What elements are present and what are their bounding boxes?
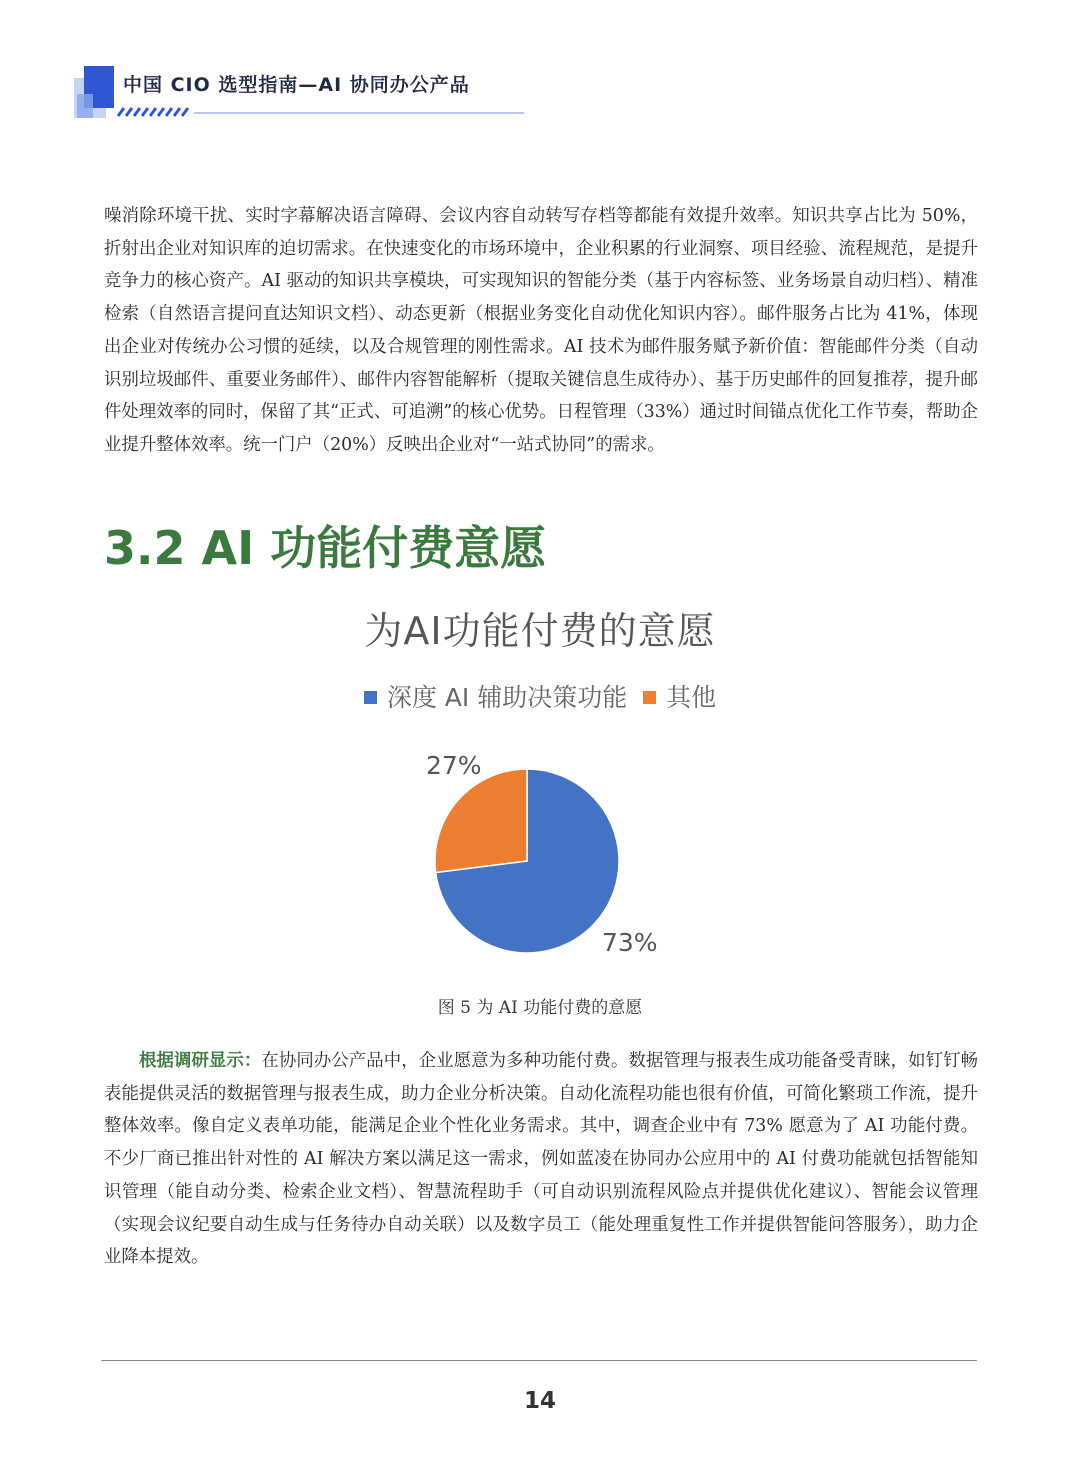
paragraph-lead: 根据调研显示： [139, 1051, 262, 1071]
pie-label-other: 27% [426, 751, 482, 780]
pie-chart [400, 740, 700, 980]
legend-swatch-other [643, 691, 656, 704]
figure-caption: 图 5 为 AI 功能付费的意愿 [437, 998, 643, 1018]
header-title: 中国 CIO 选型指南—AI 协同办公产品 [123, 74, 470, 96]
section-heading: 3.2 AI 功能付费意愿 [104, 521, 547, 575]
chart-title: 为AI功能付费的意愿 [364, 609, 716, 653]
pie-slice-other [435, 769, 527, 873]
body-paragraph-1: 噪消除环境干扰、实时字幕解决语言障碍、会议内容自动转写存档等都能有效提升效率。知识共享占比为 50%，折射出企业对知识库的迫切需求。在快速变化的市场环境中，企业积累的行业洞察、项目经验、流程规范，是提升竞争力的核心资产。AI 驱动的知识共享模块，可实现知识的智能分类（基于内容标签、业务场景自动归档）、精准检索（自然语言提问直达知识文档）、动态更新（根据业务变化自动优化知识内容）。邮件服务占比为 41%，体现出企业对传统办公习惯的延续，以及合规管理的刚性需求。AI 技术为邮件服务赋予新价值：智能邮件分类（自动识别垃圾邮件、重要业务邮件）、邮件内容智能解析（提取关键信息生成待办）、基于历史邮件的回复推荐，提升邮件处理效率的同时，保留了其“正式、可追溯”的核心优势。日程管理（33%）通过时间锚点优化工作节奏，帮助企业提升整体效率。统一门户（20%）反映出企业对“一站式协同”的需求。 [104, 206, 978, 455]
body-paragraph-2 [104, 1045, 978, 1274]
legend-label-deep-ai: 深度 AI 辅助决策功能 [386, 683, 628, 712]
legend-item-deep-ai [364, 678, 627, 714]
footer-divider [101, 1360, 977, 1361]
legend-item-other [643, 678, 716, 714]
pie-label-deep-ai: 73% [602, 928, 658, 957]
legend-label-other: 其他 [666, 683, 717, 712]
page-number: 14 [523, 1388, 556, 1414]
page-header [0, 0, 1080, 130]
chart-legend [0, 678, 1080, 714]
paragraph-text: 在协同办公产品中，企业愿意为多种功能付费。数据管理与报表生成功能备受青睐，如钉钉畅表能提供灵活的数据管理与报表生成，助力企业分析决策。自动化流程功能也很有价值，可简化繁琐工作流，提升整体效率。像自定义表单功能，能满足企业个性化业务需求。其中，调查企业中有 73% 愿意为了 AI 功能付费。不少厂商已推出针对性的 AI 解决方案以满足这一需求，例如蓝凌在协同办公应用中的 AI 付费功能就包括智能知识管理（能自动分类、检索企业文档）、智慧流程助手（可自动识别流程风险点并提供优化建议）、智能会议管理（实现会议纪要自动生成与任务待办自动关联）以及数字员工（能处理重复性工作并提供智能问答服务），助力企业降本提效。 [104, 1051, 978, 1268]
legend-swatch-deep-ai [364, 691, 377, 704]
